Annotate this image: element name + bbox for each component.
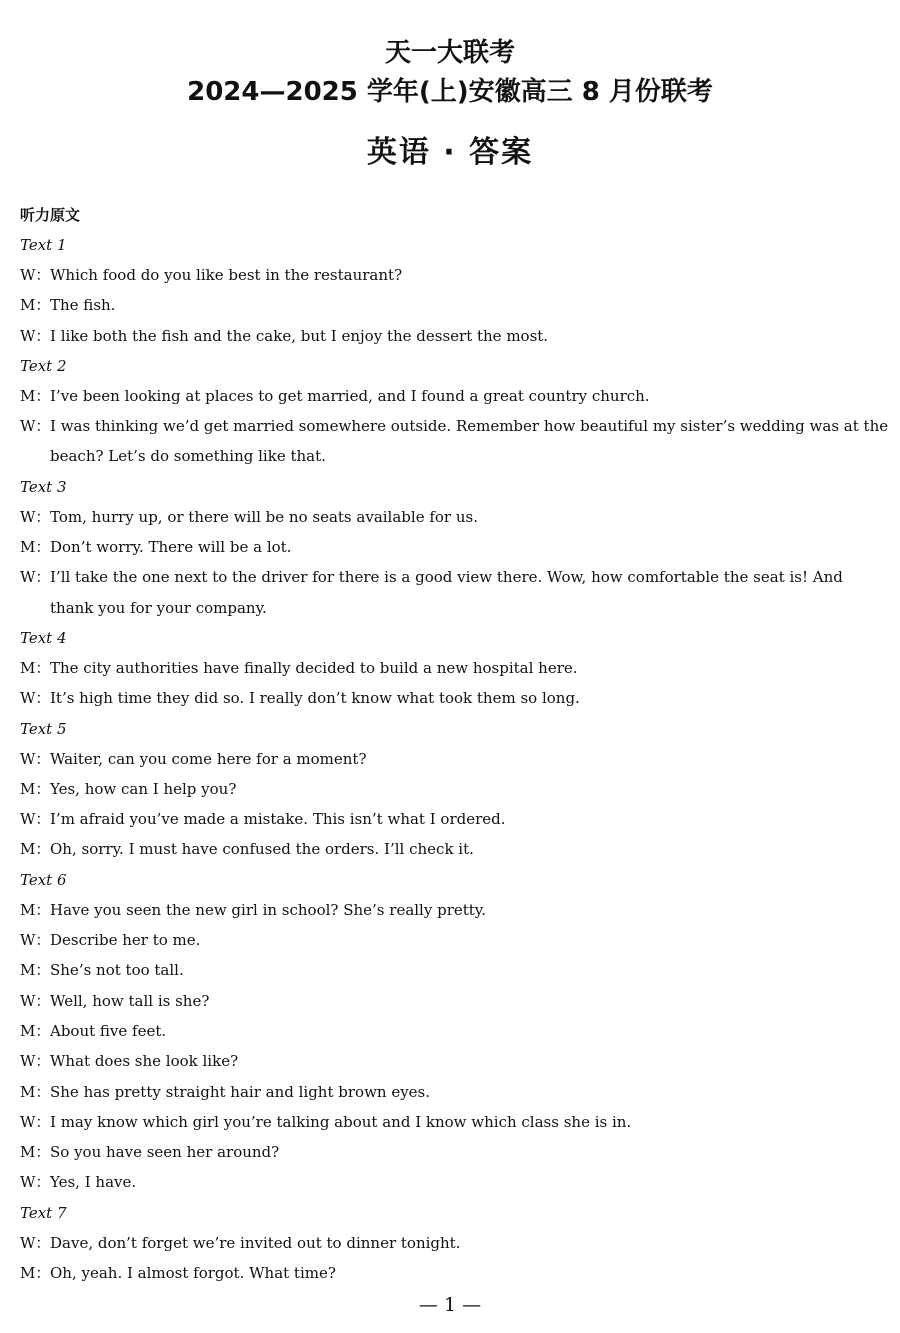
page-number: — 1 — bbox=[418, 1294, 482, 1316]
speaker-label: W： bbox=[20, 417, 51, 436]
exam-title: 2024—2025 学年(上)安徽高三 8 月份联考 bbox=[187, 77, 713, 107]
dialogue-text: Oh, sorry. I must have confused the orders. I’ll check it. bbox=[50, 840, 474, 859]
dialogue-text: I was thinking we’d get married somewhere outside. Remember how beautiful my sister’s wedding was at the beach? Let’s do something like that. bbox=[50, 417, 889, 466]
dialogue-line bbox=[20, 895, 890, 925]
dialogue-text: Have you seen the new girl in school? She’s really pretty. bbox=[50, 900, 487, 919]
dialogue-text: It’s high time they did so. I really don’t know what took them so long. bbox=[50, 689, 580, 708]
speaker-label: W： bbox=[20, 1173, 51, 1192]
speaker-label: M： bbox=[20, 1264, 51, 1283]
text-label: Text 3 bbox=[20, 477, 67, 496]
transcript-body bbox=[20, 200, 890, 1288]
dialogue-text: I’ve been looking at places to get married, and I found a great country church. bbox=[50, 386, 650, 405]
dialogue-line bbox=[20, 744, 890, 774]
speaker-label: M： bbox=[20, 296, 51, 315]
speaker-label: W： bbox=[20, 931, 51, 950]
dialogue-line bbox=[20, 925, 890, 955]
dialogue-line bbox=[20, 774, 890, 804]
speaker-label: W： bbox=[20, 507, 51, 526]
speaker-label: M： bbox=[20, 900, 51, 919]
dialogue-text: Dave, don’t forget we’re invited out to dinner tonight. bbox=[50, 1233, 461, 1252]
dialogue-text: Describe her to me. bbox=[50, 931, 201, 950]
speaker-label: W： bbox=[20, 1052, 51, 1071]
text-block bbox=[20, 1198, 890, 1289]
dialogue-text: I’ll take the one next to the driver for there is a good view there. Wow, how comfortable the seat is! And thank you for your company. bbox=[50, 568, 843, 617]
dialogue-line bbox=[20, 290, 890, 320]
dialogue-text: Yes, how can I help you? bbox=[50, 779, 237, 798]
dialogue-text: The fish. bbox=[50, 296, 116, 315]
text-label: Text 5 bbox=[20, 719, 67, 738]
dialogue-text: Waiter, can you come here for a moment? bbox=[50, 749, 367, 768]
speaker-label: M： bbox=[20, 538, 51, 557]
organizer-title: 天一大联考 bbox=[384, 38, 515, 68]
speaker-label: M： bbox=[20, 1143, 51, 1162]
dialogue-line bbox=[20, 1167, 890, 1197]
text-block bbox=[20, 472, 890, 623]
speaker-label: M： bbox=[20, 658, 51, 677]
dialogue-text: About five feet. bbox=[50, 1021, 167, 1040]
speaker-label: M： bbox=[20, 961, 51, 980]
dialogue-text: She has pretty straight hair and light brown eyes. bbox=[50, 1082, 431, 1101]
speaker-label: M： bbox=[20, 1082, 51, 1101]
section-heading: 听力原文 bbox=[20, 206, 81, 224]
dialogue-line bbox=[20, 1258, 890, 1288]
dialogue-line bbox=[20, 1228, 890, 1258]
dialogue-text: She’s not too tall. bbox=[50, 961, 184, 980]
dialogue-text: Oh, yeah. I almost forgot. What time? bbox=[50, 1264, 336, 1283]
dialogue-line bbox=[20, 381, 890, 411]
speaker-label: M： bbox=[20, 1021, 51, 1040]
dialogue-line bbox=[20, 986, 890, 1016]
dialogue-line bbox=[20, 1046, 890, 1076]
dialogue-text: What does she look like? bbox=[50, 1052, 239, 1071]
dialogue-line bbox=[20, 683, 890, 713]
dialogue-line bbox=[20, 804, 890, 834]
text-block bbox=[20, 351, 890, 472]
speaker-label: W： bbox=[20, 266, 51, 284]
dialogue-text: I’m afraid you’ve made a mistake. This isn’t what I ordered. bbox=[50, 810, 506, 829]
dialogue-line bbox=[20, 1107, 890, 1137]
dialogue-text: I like both the fish and the cake, but I enjoy the dessert the most. bbox=[50, 326, 549, 345]
dialogue-line bbox=[20, 411, 890, 472]
dialogue-line bbox=[20, 1016, 890, 1046]
speaker-label: W： bbox=[20, 1112, 51, 1131]
dialogue-text: The city authorities have finally decided to build a new hospital here. bbox=[50, 658, 578, 677]
dialogue-text: Don’t worry. There will be a lot. bbox=[50, 538, 292, 557]
text-block bbox=[20, 865, 890, 1198]
dialogue-line bbox=[20, 834, 890, 864]
text-label: Text 2 bbox=[20, 356, 67, 375]
speaker-label: M： bbox=[20, 840, 51, 859]
speaker-label: M： bbox=[20, 779, 51, 798]
speaker-label: M： bbox=[20, 386, 51, 405]
text-block bbox=[20, 230, 890, 351]
text-label: Text 7 bbox=[20, 1203, 67, 1222]
dialogue-line bbox=[20, 502, 890, 532]
transcript-texts bbox=[20, 230, 890, 1288]
speaker-label: W： bbox=[20, 326, 51, 345]
dialogue-text: So you have seen her around? bbox=[50, 1143, 280, 1162]
dialogue-text: Which food do you like best in the restaurant? bbox=[50, 266, 403, 284]
speaker-label: W： bbox=[20, 749, 51, 768]
dialogue-line bbox=[20, 532, 890, 562]
dialogue-text: Tom, hurry up, or there will be no seats available for us. bbox=[50, 507, 478, 526]
text-block bbox=[20, 714, 890, 865]
speaker-label: W： bbox=[20, 689, 51, 708]
dialogue-line bbox=[20, 1137, 890, 1167]
speaker-label: W： bbox=[20, 991, 51, 1010]
speaker-label: W： bbox=[20, 1233, 51, 1252]
dialogue-line bbox=[20, 653, 890, 683]
text-label: Text 1 bbox=[20, 236, 67, 254]
dialogue-line bbox=[20, 1077, 890, 1107]
text-block bbox=[20, 623, 890, 714]
dialogue-line bbox=[20, 955, 890, 985]
dialogue-text: I may know which girl you’re talking about and I know which class she is in. bbox=[50, 1112, 632, 1131]
text-label: Text 6 bbox=[20, 870, 67, 889]
text-label: Text 4 bbox=[20, 628, 67, 647]
speaker-label: W： bbox=[20, 568, 51, 587]
dialogue-text: Yes, I have. bbox=[50, 1173, 137, 1192]
subject-title: 英语 · 答案 bbox=[366, 135, 534, 170]
dialogue-text: Well, how tall is she? bbox=[50, 991, 210, 1010]
dialogue-line bbox=[20, 321, 890, 351]
dialogue-line bbox=[20, 260, 890, 290]
speaker-label: W： bbox=[20, 810, 51, 829]
dialogue-line bbox=[20, 562, 890, 623]
